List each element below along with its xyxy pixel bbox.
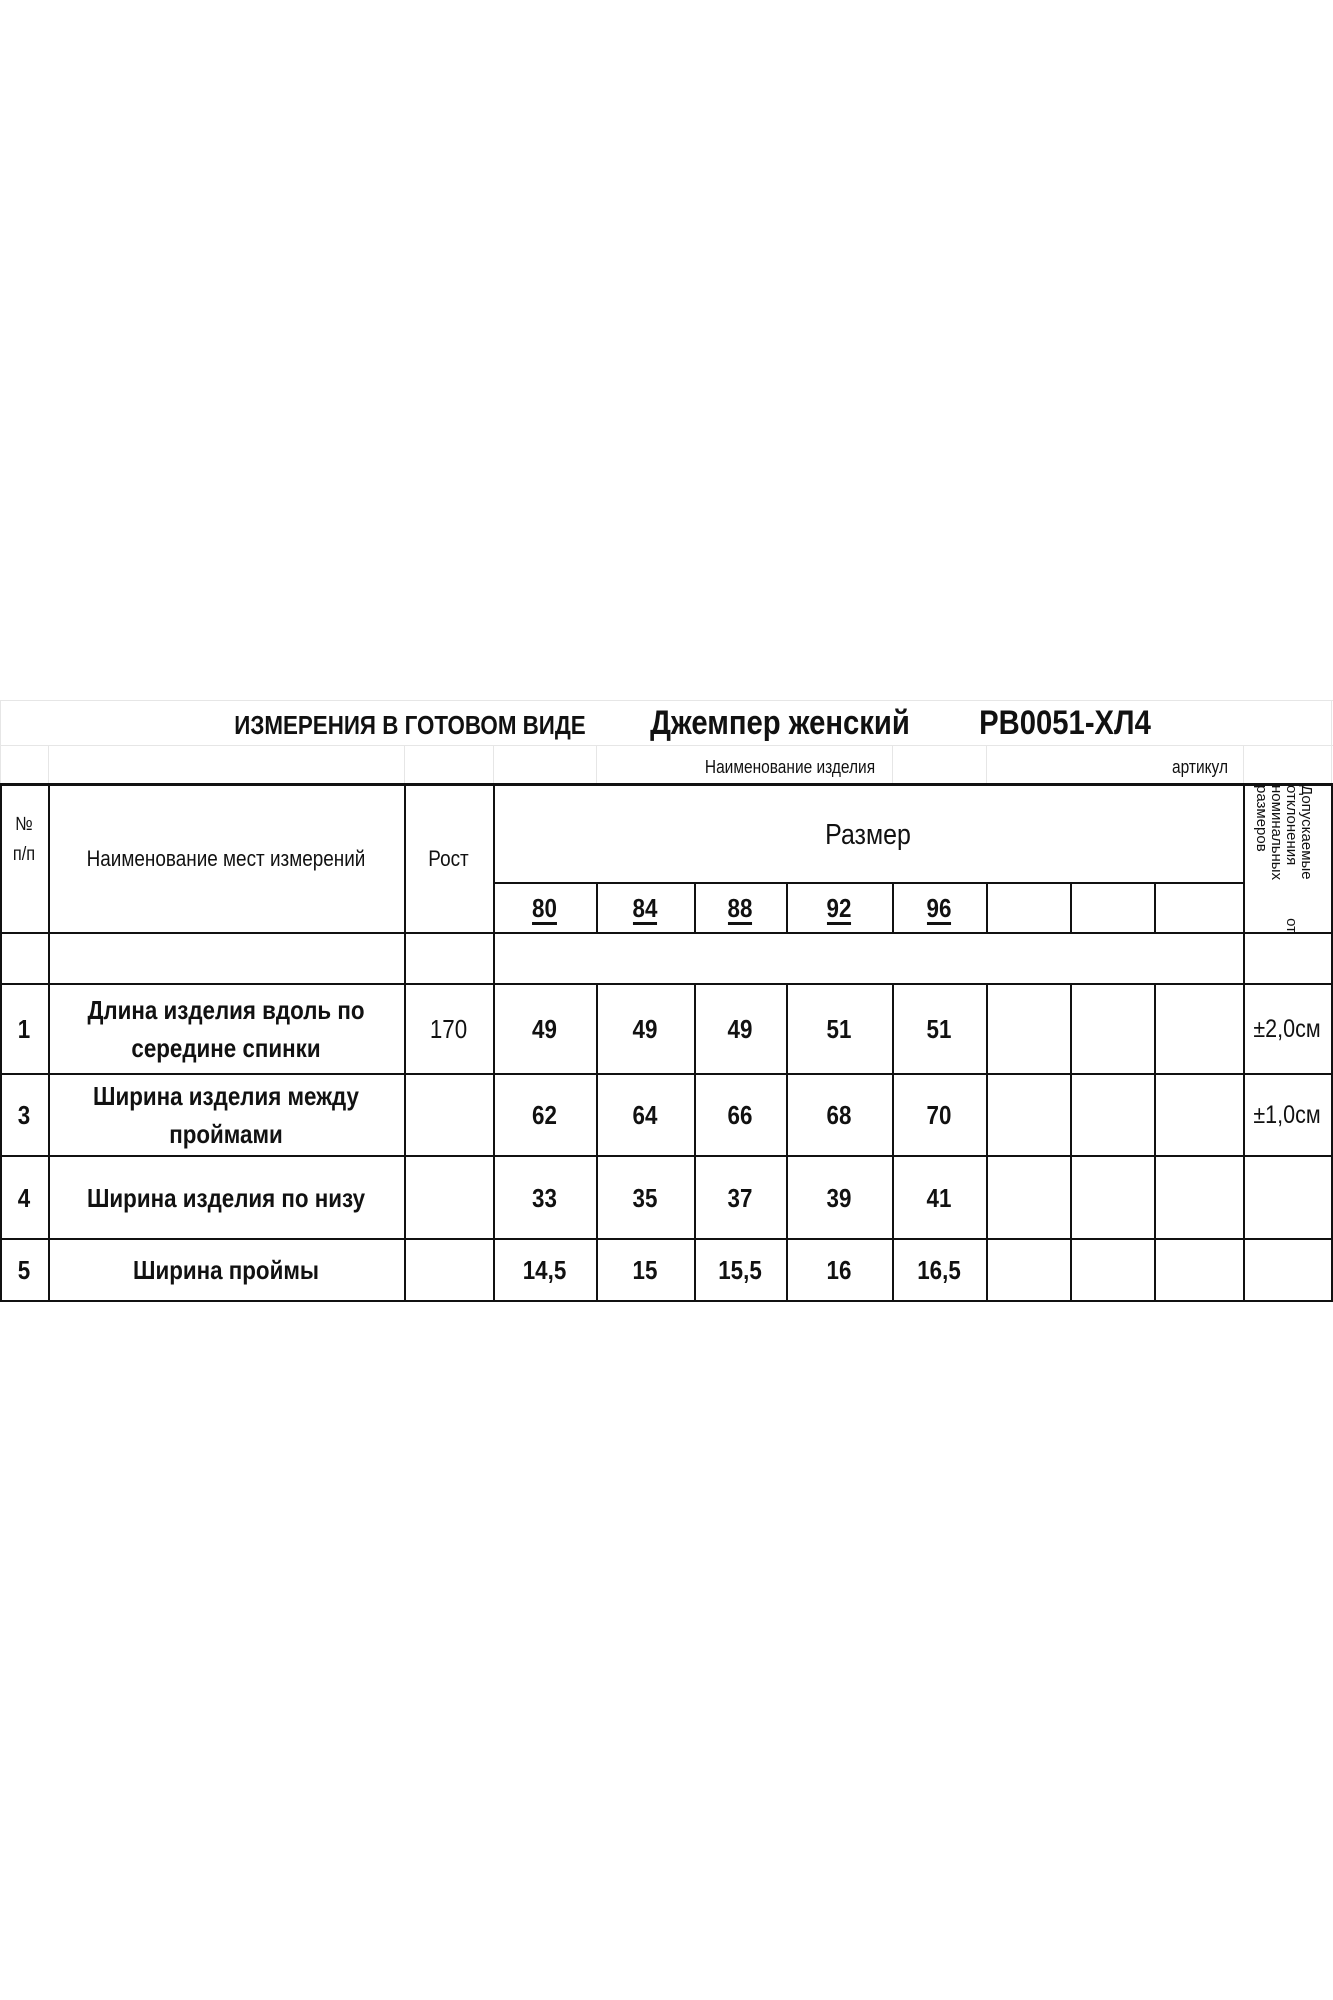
product-name-caption: Наименование изделия xyxy=(704,756,876,777)
size-value: 92 xyxy=(827,895,852,925)
size-label xyxy=(793,888,884,932)
table-border xyxy=(493,783,495,1300)
row-tolerance xyxy=(1249,1240,1325,1300)
row-height: 170 xyxy=(429,1014,468,1044)
table-border xyxy=(694,882,696,934)
row-height xyxy=(410,1240,487,1300)
table-border xyxy=(892,983,894,1300)
row-number: 4 xyxy=(17,1182,31,1213)
row-tolerance xyxy=(1249,1157,1325,1238)
product-name: Джемпер женский xyxy=(650,703,910,742)
gridline xyxy=(596,745,597,783)
size-label xyxy=(700,888,779,932)
table-border xyxy=(0,1300,1333,1302)
row-size-value: 49 xyxy=(727,1014,753,1044)
article-caption: артикул xyxy=(1171,756,1228,777)
size-value: 80 xyxy=(532,895,557,925)
row-size-value: 49 xyxy=(632,1014,658,1044)
col-height-header: Рост xyxy=(428,846,469,871)
table-border xyxy=(986,882,988,934)
row-height xyxy=(410,1075,487,1155)
row-height xyxy=(410,1157,487,1238)
row-size-value: 66 xyxy=(727,1100,753,1130)
size-label xyxy=(603,888,687,932)
row-number: 5 xyxy=(17,1255,31,1285)
table-border xyxy=(404,783,406,1300)
row-size-value: 64 xyxy=(632,1100,658,1130)
row-size-value: 16,5 xyxy=(917,1255,961,1285)
col-tolerance-header: Допускаемые отклонения от номинальных размеров xyxy=(1253,785,1315,933)
table-border xyxy=(1070,983,1072,1300)
table-border xyxy=(1154,983,1156,1300)
size-value: 96 xyxy=(927,895,952,925)
row-measurement-name: Ширина проймы xyxy=(132,1255,319,1285)
table-border xyxy=(986,983,988,1300)
row-size-value: 49 xyxy=(532,1014,557,1044)
gridline xyxy=(404,745,405,783)
row-measurement-name: Ширина изделия по низу xyxy=(86,1182,366,1213)
table-border xyxy=(786,882,788,934)
size-value: 84 xyxy=(633,895,658,925)
row-size-value: 33 xyxy=(532,1182,557,1213)
table-border xyxy=(1154,882,1156,934)
measurements-title: ИЗМЕРЕНИЯ В ГОТОВОМ ВИДЕ xyxy=(234,709,586,740)
gridline xyxy=(986,745,987,783)
gridline xyxy=(493,745,494,783)
col-size-header: Размер xyxy=(825,818,911,851)
size-label xyxy=(899,888,980,932)
col-number-header: № п/п xyxy=(12,814,36,865)
article-code: РВ0051-ХЛ4 xyxy=(979,703,1151,742)
gridline xyxy=(1243,745,1244,783)
gridline xyxy=(892,745,893,783)
gridline xyxy=(48,745,49,783)
table-border xyxy=(694,983,696,1300)
row-size-value: 14,5 xyxy=(522,1255,567,1285)
row-size-value: 35 xyxy=(632,1182,658,1213)
table-border xyxy=(786,983,788,1300)
row-measurement-name: Ширина изделия между проймами xyxy=(93,1081,359,1149)
row-size-value: 68 xyxy=(826,1100,852,1130)
row-size-value: 51 xyxy=(826,1014,852,1044)
row-tolerance: ±1,0см xyxy=(1253,1101,1321,1129)
row-size-value: 39 xyxy=(826,1182,852,1213)
row-size-value: 62 xyxy=(532,1100,557,1130)
row-size-value: 15,5 xyxy=(718,1255,762,1285)
row-size-value: 15 xyxy=(632,1255,658,1285)
table-border xyxy=(48,783,50,1300)
col-place-header: Наименование мест измерений xyxy=(86,846,366,871)
row-measurement-name: Длина изделия вдоль по середине спинки xyxy=(87,995,365,1063)
size-value: 88 xyxy=(728,895,753,925)
table-border xyxy=(596,882,598,934)
table-border xyxy=(596,983,598,1300)
row-number: 3 xyxy=(17,1100,31,1130)
row-tolerance: ±2,0см xyxy=(1253,1015,1321,1043)
row-size-value: 37 xyxy=(727,1182,753,1213)
row-size-value: 70 xyxy=(926,1100,952,1130)
table-border xyxy=(892,882,894,934)
row-number: 1 xyxy=(17,1014,31,1044)
row-size-value: 16 xyxy=(826,1255,852,1285)
row-size-value: 51 xyxy=(926,1014,952,1044)
table-border xyxy=(1070,882,1072,934)
size-label xyxy=(500,888,589,932)
table-border xyxy=(0,783,2,1300)
row-size-value: 41 xyxy=(926,1182,952,1213)
